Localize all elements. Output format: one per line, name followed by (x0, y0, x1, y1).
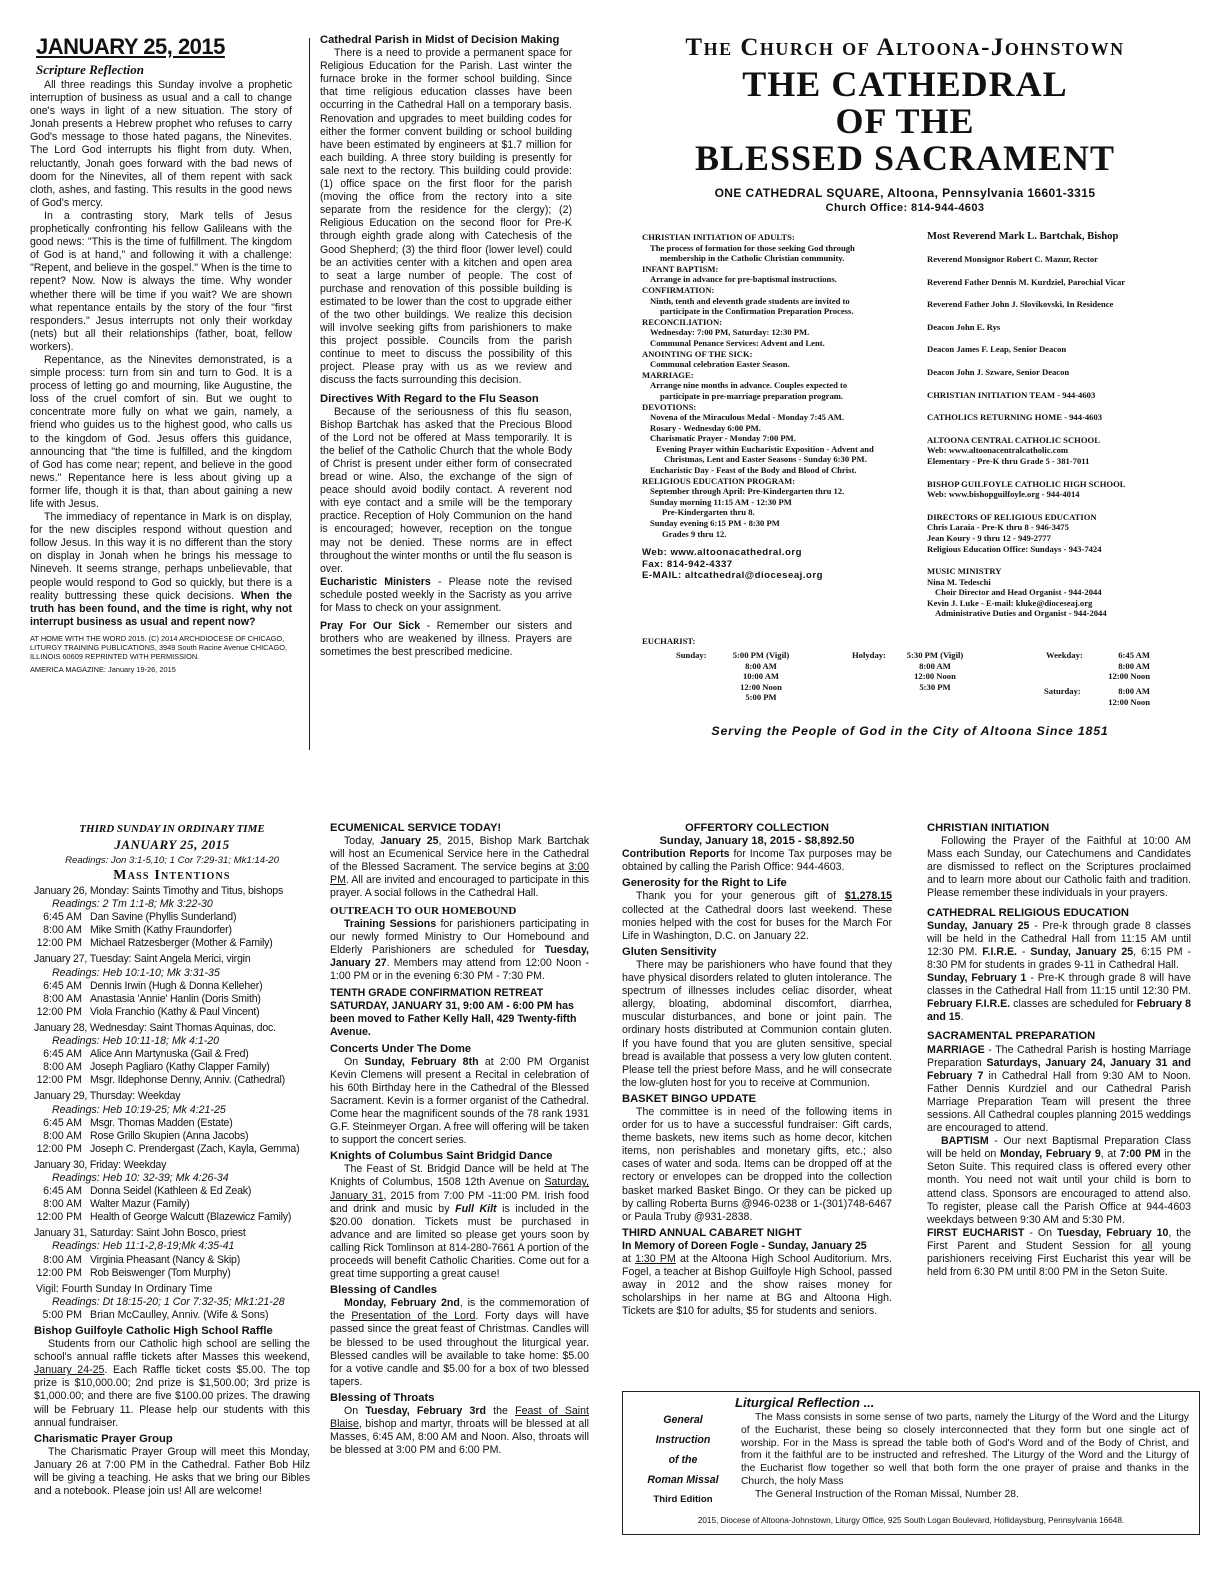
sacrament-text: Novena of the Miraculous Medal - Monday 7:45 AM. (650, 412, 845, 423)
fax-number: Fax: 814-942-4337 (642, 558, 733, 570)
scripture-paragraph: All three readings this Sunday involve a prophetic interruption of business as usual and a call to change one's ways in light of a new situation. The story of Jonah presents a Hebrew prophet who refuses to carry God's message to those hated pagans, the Ninevites. The Lord God interrupts his flight from duty. When, reluctantly, Jonah goes forward with the bad news of doom for the Ninevites, all of them repent with sack cloth, ashes, and fasting. This results in the good news of God's mercy. (30, 79, 292, 209)
sacrament-text: September through April: Pre-Kindergarten thru 12. (650, 486, 845, 497)
throats-paragraph: On Tuesday, February 3rd the Feast of Saint Blaise, bishop and martyr, throats will be blessed at all Masses, 6:45 AM, 8:00 AM and Noon. Also, throats will be blessed at 3:00 PM and 6:00 PM. (330, 1405, 589, 1457)
mass-day (34, 1159, 310, 1224)
dre-heading: DIRECTORS OF RELIGIOUS EDUCATION (927, 511, 1097, 522)
sacrament-text: Arrange in advance for pre-baptismal instructions. (650, 274, 837, 285)
sacrament-text: Communal celebration Easter Season. (650, 359, 790, 370)
staff-member: Reverend Father John J. Slovikovski, In Residence (927, 299, 1114, 310)
sacrament-heading: DEVOTIONS: (642, 401, 697, 412)
liturgical-reflection-title: Liturgical Reflection ... (735, 1395, 875, 1410)
offertory-heading: OFFERTORY COLLECTION (685, 822, 829, 834)
cathedral-title-line: BLESSED SACRAMENT (694, 138, 1116, 178)
mass-day-readings: Readings: Heb 10:1-10; Mk 3:31-35 (52, 966, 220, 979)
mass-day-title: January 31, Saturday: Saint John Bosco, priest (34, 1227, 246, 1240)
cathedral-title-line: THE CATHEDRAL (742, 64, 1068, 104)
sacrament-text: Arrange nine months in advance. Couples expected to (650, 380, 848, 391)
baptism-paragraph: BAPTISM - Our next Baptismal Preparation Class will be held on Monday, February 9, at 7:00 PM in the Seton Suite. This required class is offered every other month. You need not wait until your child is born to attend class. Sponsors are encouraged to attend also. To register, please call the Parish Office at 944-4603 weekdays between 9:30 AM and 5:30 PM. (927, 1135, 1192, 1226)
mass-day (34, 953, 310, 1018)
mass-intention: 6:45 AM Alice Ann Martynuska (Gail & Fred) (43, 1048, 249, 1061)
gluten-heading: Gluten Sensitivity (622, 945, 717, 958)
eucharist-label: EUCHARIST: (642, 636, 696, 646)
mass-day-title: January 28, Wednesday: Saint Thomas Aquinas, doc. (34, 1021, 276, 1034)
staff-member: Reverend Monsignor Robert C. Mazur, Rector (927, 254, 1098, 264)
weekday-label: Weekday: (1046, 650, 1083, 660)
sacrament-heading: MARRIAGE: (642, 369, 694, 380)
masthead (600, 34, 1210, 215)
outreach-paragraph: Training Sessions for parishioners participating in our newly formed Ministry to Our Homebound and Elderly Parishioners are scheduled for Tuesday, January 27. Members may attend from 12:00 Noon - 1:00 PM or in the evening 6:30 PM - 7:30 PM. (330, 917, 590, 983)
staff-member: Reverend Father Dennis M. Kurdziel, Parochial Vicar (927, 276, 1126, 287)
religious-education-paragraph: Sunday, January 25 - Pre-k through grade 8 classes will be held in the Cathedral Hall from 11:15 AM until 12:30 PM. F.I.R.E. - Sunday, January 25, 6:15 PM - 8:30 PM for students in grades 9-11 in Cathedral Hall. (927, 919, 1192, 971)
staff-member: Deacon John J. Szware, Senior Deacon (927, 366, 1070, 377)
mass-intention: 8:00 AM Mike Smith (Kathy Fraundorfer) (43, 924, 232, 937)
music-contact: Administrative Duties and Organist - 944-2044 (935, 608, 1107, 619)
sacrament-text: Pre-Kindergarten thru 8. (662, 507, 755, 518)
basket-bingo-paragraph: The committee is in need of the following items in order for us to have a successful fundraiser: Gift cards, theme baskets, new items such as home decor, kitchen items, non perishables and monetary gifts, etc.; also cases of water and soda. Items can be dropped off at the rectory or envelopes can be dropped into the collection basket marked Basket Bingo. Or they can be picked up by calling Roberta Burns @946-0238 or 1-(301)748-6467 or Paula Truby @931-2838. (622, 1105, 892, 1223)
sacrament-heading: RELIGIOUS EDUCATION PROGRAM: (642, 475, 796, 486)
sacrament-heading: RECONCILIATION: (642, 316, 723, 327)
column-divider (309, 38, 310, 750)
cabaret-subheading: In Memory of Doreen Fogle - Sunday, January 25 (622, 1239, 867, 1252)
music-contact: Choir Director and Head Organist - 944-2044 (935, 587, 1102, 598)
dre-contact: Chris Laraia - Pre-K thru 8 - 946-3475 (927, 522, 1069, 533)
staff-directory (927, 230, 1197, 619)
holyday-label: Holyday: (852, 650, 886, 660)
section-heading: Cathedral Parish in Midst of Decision Making (320, 34, 560, 46)
sunday-times: 5:00 PM (Vigil) 8:00 AM 10:00 AM 12:00 Noon 5:00 PM (732, 650, 790, 703)
staff-member: Deacon James F. Leap, Senior Deacon (927, 344, 1067, 355)
diocese-name: The Church of Altoona-Johnstown (685, 34, 1125, 61)
outreach-heading: OUTREACH TO OUR HOMEBOUND (330, 904, 517, 917)
school-phone: Elementary - Pre-K thru Grade 5 - 381-7011 (927, 455, 1090, 466)
christian-initiation-paragraph: Following the Prayer of the Faithful at 10:00 AM Mass each Sunday, our Catechumens and Candidates are dismissed to reflect on the Scriptures proclaimed and to learn more about our Catholic faith and tradition. Please remember these individuals in your prayers. (927, 835, 1191, 900)
mass-date: JANUARY 25, 2015 (114, 837, 230, 852)
contribution-reports-paragraph: Contribution Reports for Income Tax purposes may be obtained by calling the Parish Office: 944-4603. (622, 848, 893, 874)
right-to-life-paragraph: Thank you for your generous gift of $1,278.15 collected at the Cathedral doors last weekend. These monies helped with the cost for buses for the March For Life in Washington, D.C. on January 22. (622, 890, 892, 942)
bishop-name: Most Reverend Mark L. Bartchak, Bishop (927, 231, 1119, 242)
music-heading: MUSIC MINISTRY (927, 566, 1002, 577)
sacrament-text: Grades 9 thru 12. (662, 528, 727, 539)
mass-intention: 12:00 PM Michael Ratzesberger (Mother & Family) (36, 937, 273, 950)
dre-contact: Religious Education Office: Sundays - 943-7424 (927, 543, 1102, 554)
scripture-paragraph: In a contrasting story, Mark tells of Jesus prophetically confronting his fellow Galileans with the good news: "This is the time of fulfillment. The kingdom of God is at hand," and following it with a challenge: "Repent, and believe in the gospel." When is the time to repent? Now. Now is always the time. Why wonder whether there will be time if you wait? We are shown what repentance entails by the story of the four "first responders." Jesus interrupts not only their workday (nets) but all their relationships (father, boat, fellow workers). (30, 209, 292, 353)
school-heading: ALTOONA CENTRAL CATHOLIC SCHOOL (927, 434, 1100, 445)
mass-intention: 12:00 PM Rob Beiswenger (Tom Murphy) (36, 1266, 231, 1279)
website-link[interactable]: Web: www.altoonacathedral.org (642, 547, 803, 559)
liturgical-reflection-box (622, 1391, 1200, 1535)
scripture-column (30, 34, 292, 674)
sacrament-text: Evening Prayer within Eucharistic Exposition - Advent and (656, 443, 874, 454)
mass-intention: 12:00 PM Msgr. Ildephonse Denny, Anniv. (Cathedral) (36, 1074, 285, 1087)
sacrament-text: Charismatic Prayer - Monday 7:00 PM. (650, 433, 796, 444)
sacraments-info (642, 232, 908, 582)
sacrament-text: Communal Penance Services: Advent and Lent. (650, 337, 825, 348)
throats-heading: Blessing of Throats (330, 1391, 435, 1404)
gluten-paragraph: There may be parishioners who have found that they have physical disorders related to gluten intolerance. The spectrum of illnesses includes celiac disorder, wheat allergy, bloating, abdominal discomfort, diarrhea, muscular disturbances, and bone or joint pain. The ordinary hosts distributed at Communion contain gluten. If you have found that you are gluten sensitive, special bread is available that possess a very low gluten content. Please tell the priest before Mass, and he will consecrate the low-gluten host for you to receive at Communion. (622, 958, 892, 1089)
sunday-readings: Readings: Jon 3:1-5,10; 1 Cor 7:29-31; Mk1:14-20 (65, 855, 279, 866)
sunday-title: THIRD SUNDAY IN ORDINARY TIME (79, 823, 265, 835)
mass-day-title: January 27, Tuesday: Saint Angela Merici, virgin (34, 953, 251, 966)
raffle-heading: Bishop Guilfoyle Catholic High School Raffle (34, 1325, 273, 1337)
mass-day-title: January 30, Friday: Weekday (34, 1158, 167, 1171)
dance-paragraph: The Feast of St. Bridgid Dance will be held at The Knights of Columbus, 1508 12th Avenue on Saturday, January 31, 2015 from 7:00 PM -11:00 PM. Irish food and drink and music by Full Kilt is included in the $20.00 donation. Tickets must be purchased in advance and are limited so please get yours soon by calling Rick Tomlinson at 814-280-7661 A portion of the proceeds will benefit Catholic Charities. Come out for a great time supporting a great cause! (330, 1163, 589, 1281)
mass-intention: 8:00 AM Walter Mazur (Family) (43, 1198, 190, 1211)
school-web[interactable]: Web: www.bishopguilfoyle.org - 944-4014 (927, 489, 1080, 500)
mass-day-readings: Readings: Heb 10: 32-39; Mk 4:26-34 (52, 1171, 229, 1184)
email-link[interactable]: E-MAIL: altcathedral@dioceseaj.org (642, 570, 823, 582)
gi-roman-missal-label: General Instruction of the Roman Missal Third Edition (647, 1414, 719, 1505)
sacrament-text: membership in the Catholic Christian community. (660, 253, 845, 264)
candles-heading: Blessing of Candles (330, 1284, 437, 1297)
sacrament-heading: CHRISTIAN INITIATION OF ADULTS: (642, 232, 795, 242)
charismatic-paragraph: The Charismatic Prayer Group will meet this Monday, January 26 at 7:00 PM in the Cathedral. Father Bob Hilz will be giving a teaching. He asks that we bring our Bibles and a notebook. Please join us! All are welcome! (34, 1445, 310, 1498)
religious-education-heading: CATHEDRAL RELIGIOUS EDUCATION (927, 906, 1129, 919)
mass-intention: 8:00 AM Joseph Pagliaro (Kathy Clapper Family) (43, 1061, 270, 1074)
mass-day-title: January 26, Monday: Saints Timothy and Titus, bishops (34, 885, 284, 897)
liturgical-reflection-text: The Mass consists in some sense of two parts, namely the Liturgy of the Word and the Liturgy of the Eucharist, these being so closely interconnected that they form but one single act of worship. For in the Mass is spread the table both of God's Word and of the Body of Christ, and from it the faithful are to be instructed and refreshed. The Liturgy of the Word and the Liturgy of the Eucharist flow together so well that both form the one prayer of praise and thanks in the Church, the holy Mass The General Instruction of the Roman Missal, Number 28. (741, 1412, 1189, 1500)
vigil-title: Vigil: Fourth Sunday In Ordinary Time (36, 1282, 213, 1295)
raffle-paragraph: Students from our Catholic high school are selling the school's annual raffle tickets after Masses this weekend, January 24-25. Each Raffle ticket costs $5.00. The top prize is $10,000.00; 2nd prize is $1,500.00; 3rd prize is $1,000.00; and there are five $100.00 prizes. The drawing will be February 11. Please help our students with this annual fundraiser. (34, 1338, 310, 1429)
section-heading: Directives With Regard to the Flu Season (320, 392, 539, 405)
sacrament-text: The process of formation for those seeking God through (650, 242, 855, 253)
sacrament-text: Sunday evening 6:15 PM - 8:30 PM (650, 518, 780, 529)
mass-intention: 6:45 AM Dan Savine (Phyllis Sunderland) (43, 911, 237, 924)
parish-news-column (320, 34, 572, 659)
sacrament-text: participate in the Confirmation Preparation Process. (660, 306, 854, 317)
sacramental-preparation-heading: SACRAMENTAL PREPARATION (927, 1030, 1096, 1043)
mass-intention: 8:00 AM Virginia Pheasant (Nancy & Skip) (43, 1253, 241, 1266)
events-column (330, 822, 589, 1457)
pray-for-sick-note: Pray For Our Sick - Remember our sisters and brothers who are weakened by illness. Prayers are sometimes the best prescribed medicine. (320, 620, 572, 659)
religious-education-paragraph: Sunday, February 1 - Pre-K through grade 8 will have classes in the Cathedral Hall from 11:15 until 12:30 PM. February F.I.R.E. classes are scheduled for February 8 and 15. (927, 972, 1192, 1024)
sunday-label: Sunday: (676, 650, 707, 660)
right-to-life-heading: Generosity for the Right to Life (622, 877, 787, 890)
mass-intention: 5:00 PM Brian McCaulley, Anniv. (Wife & Sons) (42, 1308, 269, 1321)
mass-intention: 6:45 AM Msgr. Thomas Madden (Estate) (43, 1116, 233, 1129)
marriage-paragraph: MARRIAGE - The Cathedral Parish is hosting Marriage Preparation Saturdays, January 24, January 31 and February 7 in Cathedral Hall from 9:30 AM to Noon. Father Dennis Kurdziel and our Cathedral Parish Marriage Preparation Team will present the three sessions. All Cathedral couples planning 2015 weddings are encouraged to attend. (927, 1043, 1191, 1135)
staff-member: CHRISTIAN INITIATION TEAM - 944-4603 (927, 389, 1096, 400)
concerts-heading: Concerts Under The Dome (330, 1042, 472, 1055)
mass-day-readings: Readings: Heb 11:1-2,8-19;Mk 4:35-41 (52, 1240, 235, 1253)
initiation-column (927, 822, 1191, 1279)
weekday-times: 6:45 AM 8:00 AM 12:00 Noon (1108, 650, 1150, 682)
offertory-column (622, 822, 892, 1318)
church-office-phone: Church Office: 814-944-4603 (825, 202, 985, 214)
mass-intention: 8:00 AM Anastasia 'Annie' Hanlin (Doris Smith) (43, 992, 261, 1005)
scripture-paragraph: Repentance, as the Ninevites demonstrated, is a simple process: turn from sin and turn to God. It is a process of letting go and mourning, like Augustine, the loss of the cruel comfort of sin. But we ought to concentrate more fully on what we gain, namely, a friend who guides us to the highest good, who calls us to the kingdom of God. Jesus offers this guidance, announcing that "the time is fulfilled, and the kingdom of God has come near; repent, and believe in the good news." Repentance here is less about giving up a former life, though it is that, than about gaining a new life with Jesus. (30, 353, 292, 510)
dre-contact: Jean Koury - 9 thru 12 - 949-2777 (927, 532, 1051, 543)
mass-day-readings: Readings: 2 Tm 1:1-8; Mk 3:22-30 (52, 898, 213, 911)
decision-paragraph: There is a need to provide a permanent space for Religious Education for the Parish. Last winter the furnace broke in the former school building. Since that time religious education classes have been occurring in the Cathedral Hall on a temporary basis. Renovation and upgrades to meet building codes for either the former convent building or school building have been estimated by engineers at $1.7 million for each building. A three story building is presently for sale next to the rectory. This building could provide: (1) office space on the first floor for the parish (moving the office from the rectory into a site separate from the residence for the clergy); (2) Religious Education on the second floor for Pre-K through eighth grade along with Catechesis of the Good Shepherd; (3) the third floor (lower level) could be an activities center with a kitchen and open area to seat a large number of people. The cost of purchase and renovation of this possible building is estimated to be lower than the cost to upgrade either of the two other buildings. We realize this decision will involve seeking gifts from parishioners to make this project possible. Councils from the parish continue to meet to discuss the possibility of this project. Please pray with us as we review and discuss the facts surrounding this decision. (320, 47, 572, 387)
sacrament-text: Sunday morning 11:15 AM - 12:30 PM (650, 496, 792, 507)
saturday-times: 8:00 AM 12:00 Noon (1108, 686, 1150, 707)
holyday-times: 5:30 PM (Vigil) 8:00 AM 12:00 Noon 5:30 PM (906, 650, 964, 692)
sacrament-text: participate in pre-marriage preparation program. (660, 390, 844, 401)
staff-member: Deacon John E. Rys (927, 321, 1001, 332)
mass-day (34, 1022, 310, 1087)
liturgy-office-footer: 2015, Diocese of Altoona-Johnstown, Liturgy Office, 925 South Logan Boulevard, Hollidaysburg, Pennsylvania 16648. (697, 1516, 1125, 1525)
offertory-amount: Sunday, January 18, 2015 - $8,892.50 (659, 835, 855, 848)
mass-intention: 8:00 AM Rose Grillo Skupien (Anna Jacobs) (43, 1129, 249, 1142)
mass-intentions-column (34, 822, 310, 1498)
mass-day (34, 1227, 310, 1279)
vigil-readings: Readings: Dt 18:15-20; 1 Cor 7:32-35; Mk1:21-28 (52, 1295, 285, 1308)
address: ONE CATHEDRAL SQUARE, Altoona, Pennsylvania 16601-3315 (714, 186, 1096, 200)
mass-day-readings: Readings: Heb 10:19-25; Mk 4:21-25 (52, 1103, 226, 1116)
staff-member: CATHOLICS RETURNING HOME - 944-4603 (927, 412, 1103, 423)
date-header: JANUARY 25, 2015 (36, 34, 225, 59)
cathedral-title-line: OF THE (835, 101, 975, 141)
mass-intentions-heading: Mass Intentions (113, 868, 231, 883)
mass-day (34, 885, 310, 950)
sacrament-text: Christmas, Lent and Easter Seasons - Sunday 6:30 PM. (664, 454, 867, 465)
scripture-credit: AT HOME WITH THE WORD 2015. (C) 2014 ARCHDIOCESE OF CHICAGO, LITURGY TRAINING PUBLICATIONS, 3949 South Racine Avenue CHICAGO, ILLINOIS 60609 REPRINTED WITH PERMISSION. (30, 633, 287, 661)
eucharistic-ministers-note: Eucharistic Ministers - Please note the revised schedule posted weekly in the Sacristy as you arrive for Mass to check on your assignment. (320, 575, 572, 615)
sacrament-heading: ANOINTING OF THE SICK: (642, 348, 753, 359)
sacrament-text: Wednesday: 7:00 PM, Saturday: 12:30 PM. (650, 327, 810, 338)
sacrament-text: Rosary - Wednesday 6:00 PM. (650, 422, 761, 433)
mass-day-readings: Readings: Heb 10:11-18; Mk 4:1-20 (52, 1035, 220, 1048)
mass-days-list (34, 885, 310, 1280)
concerts-paragraph: On Sunday, February 8th at 2:00 PM Organist Kevin Clemens will present a Recital in celebration of his 60th Birthday here in the Cathedral of the Blessed Sacrament. Kevin is a former organist of the Cathedral. Come hear the magnificent sounds of the 78 rank 1931 G.F. Steinmeyer Organ. A free will offering will be taken to support the concert series. (330, 1055, 590, 1147)
mass-intention: 12:00 PM Viola Franchio (Kathy & Paul Vincent) (36, 1005, 260, 1018)
mass-day-title: January 29, Thursday: Weekday (34, 1090, 181, 1103)
scripture-paragraph: The immediacy of repentance in Mark is on display, for the new disciples respond without question and follow Jesus. In this way it is no different than the story on display in Jonah when he brings his message to Nineveh. It seems strange, perhaps unbelievable, that people would respond to God so quickly, but there is a reality buttressing these quick decisions. When the truth has been found, and the time is right, why not interrupt business as usual and repent now? (30, 511, 292, 628)
cabaret-heading: THIRD ANNUAL CABARET NIGHT (622, 1226, 802, 1239)
mass-intention: 6:45 AM Dennis Irwin (Hugh & Donna Kelleher) (43, 979, 263, 992)
music-contact: Nina M. Tedeschi (927, 576, 991, 587)
christian-initiation-heading: CHRISTIAN INITIATION (927, 822, 1050, 834)
mass-day (34, 1090, 310, 1155)
mass-intention: 12:00 PM Health of George Walcutt (Blazewicz Family) (36, 1211, 292, 1224)
scripture-heading: Scripture Reflection (36, 62, 144, 77)
school-web[interactable]: Web: www.altoonacentralcatholic.com (927, 445, 1069, 456)
flu-paragraph: Because of the seriousness of this flu season, Bishop Bartchak has asked that the Precious Blood of the Lord not be offered at Mass temporarily. It is the belief of the Catholic Church that the whole Body of Christ is present under either form of consecrated bread or wine. Also, the exchange of the sign of peace should avoid bodily contact. A reverent nod with eye contact and a smile will be the temporary practice. Reception of Holy Communion on the hand is encouraged; however, reception on the tongue may not be denied. These norms are in effect throughout the winter months or until the flu season is over. (320, 405, 572, 575)
basket-bingo-heading: BASKET BINGO UPDATE (622, 1092, 757, 1105)
school-heading: BISHOP GUILFOYLE CATHOLIC HIGH SCHOOL (927, 478, 1126, 489)
dance-heading: Knights of Columbus Saint Bridgid Dance (330, 1150, 553, 1163)
first-eucharist-paragraph: FIRST EUCHARIST - On Tuesday, February 10, the First Parent and Student Session for all young parishioners receiving First Eucharist this year will be held from 6:30 PM until 8:00 PM in the Seton Suite. (927, 1226, 1191, 1279)
sacrament-heading: CONFIRMATION: (642, 284, 715, 295)
candles-paragraph: Monday, February 2nd, is the commemoration of the Presentation of the Lord. Forty days will have passed since the great feast of Christmas. Candles will be blessed to be used throughout the liturgical year. Blessed candles will be available to take home: $5.00 for a votive candle and $5.00 for a box of two blessed tapers. (330, 1297, 590, 1388)
tagline: Serving the People of God in the City of Altoona Since 1851 (711, 724, 1109, 738)
scripture-credit: AMERICA MAGAZINE: January 19-26, 2015 (30, 664, 176, 674)
ecumenical-paragraph: Today, January 25, 2015, Bishop Mark Bartchak will host an Ecumenical Service here in the Cathedral of the Blessed Sacrament. The service begins at 3:00 PM. All are invited and encouraged to participate in this prayer. A social follows in the Cathedral Hall. (330, 835, 590, 900)
music-contact: Kevin J. Luke - E-mail: kluke@dioceseaj.org (927, 597, 1093, 608)
sacrament-heading: INFANT BAPTISM: (642, 263, 719, 274)
mass-intention: 6:45 AM Donna Seidel (Kathleen & Ed Zeak) (43, 1185, 252, 1198)
charismatic-heading: Charismatic Prayer Group (34, 1432, 173, 1445)
confirmation-retreat-notice: TENTH GRADE CONFIRMATION RETREAT SATURDAY, JANUARY 31, 9:00 AM - 6:00 PM has been moved to Father Kelly Hall, 429 Twenty-fifth Avenue. (330, 987, 577, 1039)
mass-intention: 12:00 PM Joseph C. Prendergast (Zach, Kayla, Gemma) (36, 1142, 300, 1155)
sacrament-text: Eucharistic Day - Feast of the Body and Blood of Christ. (650, 465, 857, 476)
ecumenical-heading: ECUMENICAL SERVICE TODAY! (330, 822, 502, 834)
cabaret-paragraph: at 1:30 PM at the Altoona High School Auditorium. Mrs. Fogel, a teacher at Bishop Guilfoyle High School, passed away in 2012 and the show raises money for scholarships in her name at BG and Altoona High. Tickets are $10 for adults, $5 for students and seniors. (622, 1253, 893, 1318)
saturday-label: Saturday: (1044, 686, 1081, 696)
sacrament-text: Ninth, tenth and eleventh grade students are invited to (650, 295, 850, 306)
